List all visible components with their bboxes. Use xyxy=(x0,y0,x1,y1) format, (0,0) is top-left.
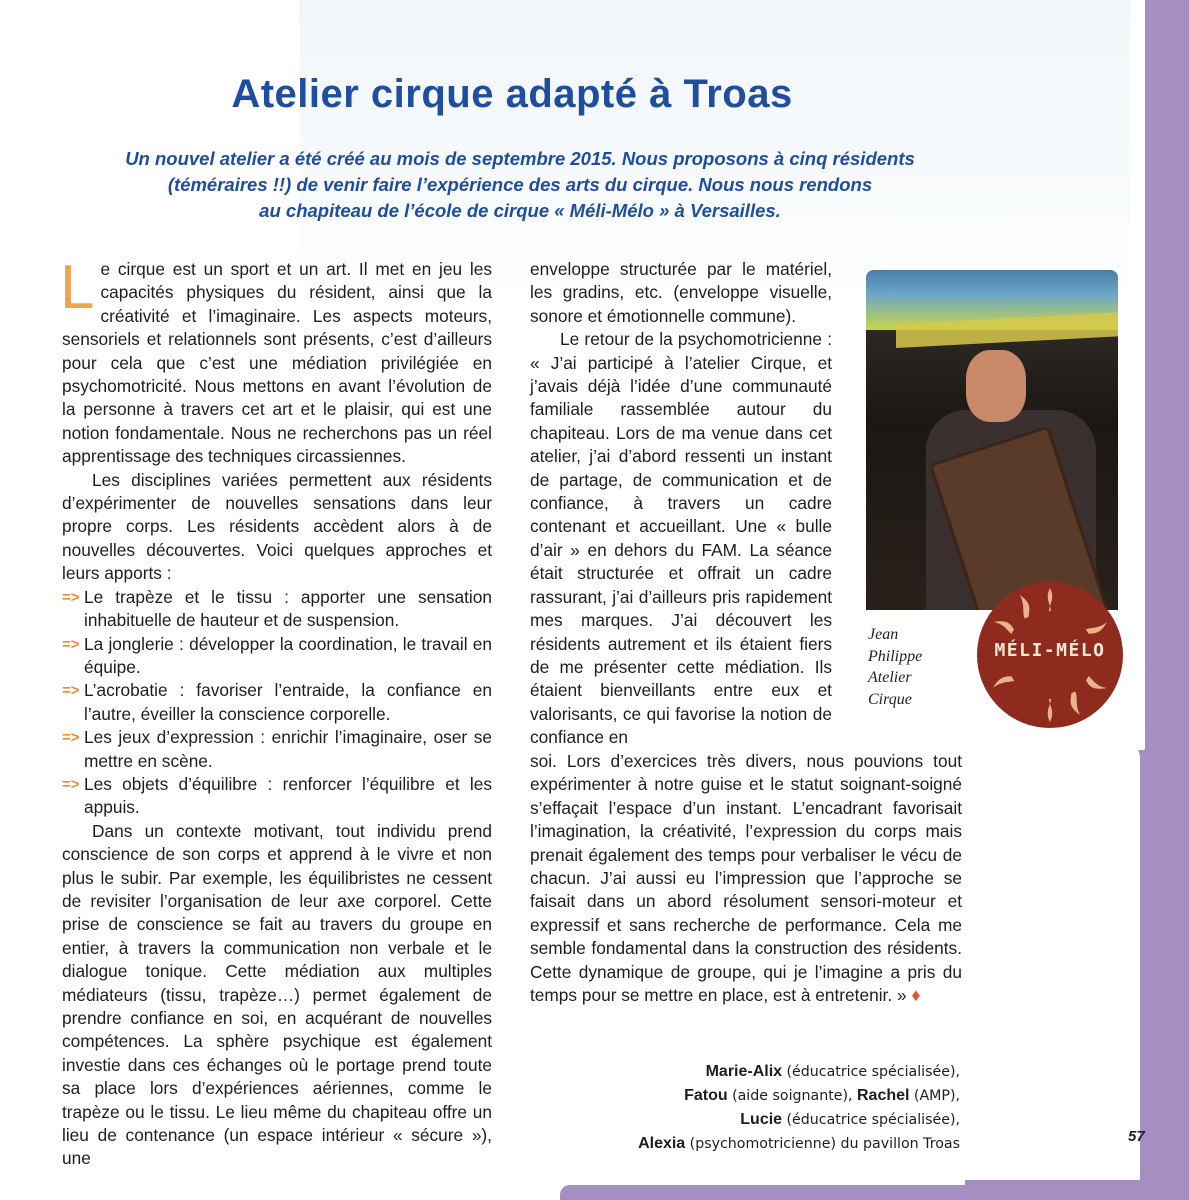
paragraph xyxy=(60,253,492,469)
intro-line: (téméraires !!) de venir faire l’expérience des arts du cirque. Nous nous rendons xyxy=(167,174,873,195)
caption-line: Philippe xyxy=(868,647,923,665)
article-intro xyxy=(70,146,970,224)
list-item xyxy=(62,773,492,820)
right-column-lower xyxy=(530,750,962,1007)
page-number: 57 xyxy=(1128,1128,1145,1145)
signature-block xyxy=(540,1060,960,1156)
signature-line xyxy=(540,1108,960,1132)
signature-name: Rachel xyxy=(856,1087,910,1104)
intro-line: au chapiteau de l’école de cirque « Méli-Mélo » à Versailles. xyxy=(259,200,781,221)
signature-role: (AMP), xyxy=(913,1088,960,1104)
purple-bottom-band xyxy=(560,1185,1189,1200)
paragraph: Les disciplines variées permettent aux résidents d’expérimenter de nouvelles sensations dans leur propre corps. Les résidents accèdent alors à de nouvelles découvertes. Voici quelques approches et leurs apports : xyxy=(62,469,492,584)
paragraph: Le retour de la psychomotricienne : « J’ai participé à l’atelier Cirque, et j’avais déjà l’idée d’une communauté familiale rassemblée autour du chapiteau. Lors de ma venue dans cet atelier, j’ai d’abord ressenti un instant de partage, de communication et de confiance, à travers un cadre contenant et accueillant. Une « bulle d’air » en dehors du FAM. La séance était structurée et offrait un cadre rassurant, j’ai d’ailleurs pris rapidement mes marques. J’ai découvert les résidents autrement et ils étaient fiers de me présenter cette médiation. Ils étaient bienveillants entre eux et valorisants, ce qui favorise la notion de confiance en xyxy=(530,329,832,748)
signature-line xyxy=(540,1060,960,1084)
list-item-text: La jonglerie : développer la coordination, le travail en équipe. xyxy=(84,633,492,677)
end-diamond-icon: ♦ xyxy=(911,985,921,1006)
list-item-text: L’acrobatie : favoriser l’entraide, la confiance en l’autre, éveiller la conscience corporelle. xyxy=(84,680,492,724)
arrow-bullet-icon: => xyxy=(62,635,80,653)
list-item-text: Les jeux d’expression : enrichir l’imaginaire, oser se mettre en scène. xyxy=(84,727,492,771)
caption-line: Jean xyxy=(868,626,899,643)
arrow-bullet-icon: => xyxy=(62,588,80,606)
signature-name: Lucie xyxy=(740,1111,783,1128)
right-column-upper xyxy=(530,258,832,750)
arrow-bullet-icon: => xyxy=(62,729,80,747)
signature-name: Marie-Alix xyxy=(705,1063,783,1080)
paragraph-text: soi. Lors d’exercices très divers, nous pouvions tout expérimenter à notre guise et le statut soignant-soigné s’effaçait l’espace d’un instant. L’encadrant favorisait l’imagination, la créativité, l’expression du corps mais prenait également des temps pour verbaliser le vécu de chacun. J’ai aussi eu l’impression que l’approche se faisait dans un abord résolument sensori-moteur et expressif et sans recherche de performance. Cela me semble fondamental dans la construction des résidents. Cette dynamique de groupe, qui je l’imagine a pris du temps pour se mettre en place, est à entretenir. » xyxy=(530,751,962,1006)
signature-role: (éducatrice spécialisée), xyxy=(786,1064,960,1080)
signature-role: (aide soignante), xyxy=(732,1088,853,1104)
paragraph xyxy=(530,750,962,1007)
caption-line: Cirque xyxy=(868,690,912,708)
signature-name: Fatou xyxy=(684,1087,728,1104)
list-item xyxy=(62,726,492,773)
left-column xyxy=(60,253,492,1171)
arrow-bullet-icon: => xyxy=(62,775,80,793)
list-item xyxy=(62,633,492,680)
intro-line: Un nouvel atelier a été créé au mois de septembre 2015. Nous proposons à cinq résidents xyxy=(125,148,915,169)
signature-line xyxy=(540,1084,960,1108)
signature-role: (éducatrice spécialisée), xyxy=(786,1112,960,1128)
list-item-text: Le trapèze et le tissu : apporter une sensation inhabituelle de hauteur et de suspension. xyxy=(84,586,492,631)
arrow-bullet-icon: => xyxy=(62,682,80,700)
photo-person-head xyxy=(966,350,1026,422)
signature-role: (psychomotricienne) du pavillon Troas xyxy=(689,1136,960,1152)
paragraph: Dans un contexte motivant, tout individu prend conscience de son corps et apprend à le vivre et non plus le subir. Par exemple, les équilibristes ne cessent de revisiter l’organisation de leur axe corporel. Cette prise de conscience se fait au travers du groupe en entier, à travers la communication non verbale et le dialogue tonique. Cette médiation aux multiples médiateurs (tissu, trapèze…) permet également de prendre confiance en soi, en acquérant de nouvelles compétences. La sphère psychique est également investie dans ces échanges où le portage prend toute sa place lors d’expériences aériennes, comme le trapèze ou le tissu. Le lieu même du chapiteau offre un lieu de contenance (un espace intérieur « sécure »), une xyxy=(62,820,492,1169)
caption-line: Atelier xyxy=(868,669,912,686)
signature-name: Alexia xyxy=(638,1135,686,1152)
signature-line xyxy=(540,1132,960,1156)
paragraph: enveloppe structurée par le matériel, les gradins, etc. (enveloppe visuelle, sonore et émotionnelle commune). xyxy=(530,259,832,326)
list-item-text: Les objets d’équilibre : renforcer l’équilibre et les appuis. xyxy=(84,773,492,818)
article-title: Atelier cirque adapté à Troas xyxy=(231,72,793,116)
photo-jean-philippe xyxy=(866,270,1118,610)
paragraph-text: e cirque est un sport et un art. Il met en jeu les capacités physiques du résident, ainsi que la créativité et l’imaginaire. Les aspects moteurs, sensoriels et relationnels sont présents, c’est d’ailleurs pour cela que c’est une médiation privilégiée en psychomotricité. Nous mettons en avant l’évolution de la personne à travers cet art et le plaisir, qui est une notion fondamentale. Nous ne recherchons pas un réel apprentissage des techniques circassiennes. xyxy=(62,259,492,467)
drop-cap: L xyxy=(60,253,95,322)
photo-caption xyxy=(868,624,958,710)
list-item xyxy=(62,679,492,726)
list-item xyxy=(62,586,492,633)
logo-text: MÉLI-MÉLO xyxy=(994,640,1106,661)
